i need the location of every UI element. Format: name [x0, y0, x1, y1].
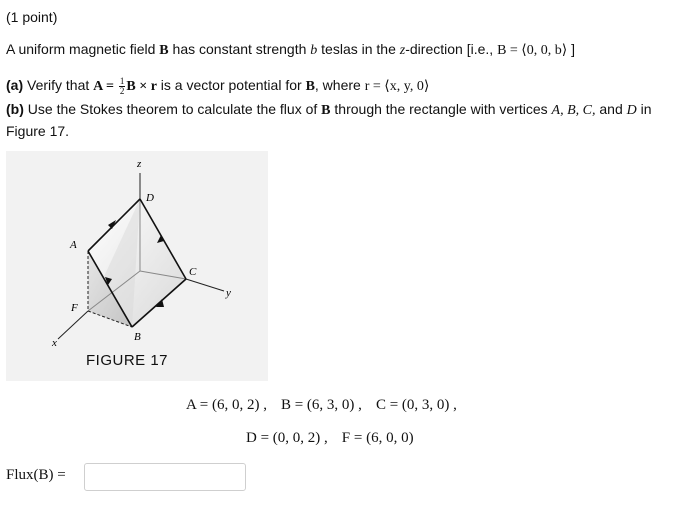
part-a	[6, 77, 429, 96]
intro-b: b	[310, 43, 318, 58]
vertex-F: F = (6, 0, 0)	[341, 430, 414, 446]
label-D: D	[146, 192, 154, 204]
part-a-B: B	[305, 79, 315, 95]
part-b-text-3: and	[595, 101, 627, 117]
part-b	[6, 99, 652, 141]
part-b-text-1: Use the Stokes theorem to calculate the flux of	[23, 101, 322, 117]
label-B: B	[134, 331, 141, 343]
part-a-r-eq: r = ⟨x, y, 0⟩	[364, 79, 430, 95]
part-b-verts: A, B, C,	[551, 103, 596, 118]
part-b-line-2: Figure 17.	[6, 123, 70, 139]
part-a-rhs: B × r	[126, 79, 157, 95]
figure-17	[6, 151, 268, 381]
fraction-numerator: 1	[119, 76, 125, 86]
label-y: y	[226, 287, 231, 299]
part-b-text-2: through the rectangle with vertices	[330, 101, 552, 117]
label-F: F	[71, 302, 78, 314]
vertices-line-1	[186, 397, 457, 414]
intro-text-3: teslas in the	[317, 41, 400, 57]
vertex-B: B = (6, 3, 0) ,	[280, 397, 362, 413]
intro-text-4: -direction [i.e.,	[405, 41, 498, 57]
intro-eq: B = ⟨0, 0, b⟩	[497, 43, 568, 58]
part-b-text-4: in	[636, 101, 652, 117]
part-a-text-2: is a vector potential for	[156, 77, 306, 94]
label-z: z	[137, 158, 142, 170]
vertex-A: A = (6, 0, 2) ,	[186, 397, 267, 413]
intro-text-1: A uniform magnetic field	[6, 41, 160, 57]
part-a-lhs: A =	[93, 79, 114, 95]
intro-z: z	[399, 43, 406, 58]
flux-label: Flux(B) =	[6, 467, 66, 483]
problem-intro	[6, 41, 575, 59]
intro-text-5: ]	[567, 41, 576, 57]
part-b-D: D	[626, 103, 637, 118]
label-x: x	[52, 337, 57, 349]
vertices-line-2	[246, 430, 414, 447]
vertex-D: D = (0, 0, 2) ,	[246, 430, 328, 446]
part-b-B: B	[321, 103, 331, 118]
part-b-label: (b)	[6, 101, 24, 117]
label-C: C	[189, 266, 197, 278]
one-half-fraction	[119, 77, 126, 96]
figure-caption: FIGURE 17	[86, 352, 169, 369]
fraction-denominator: 2	[119, 86, 125, 96]
points-label: (1 point)	[6, 9, 58, 25]
intro-B: B	[159, 43, 169, 58]
vertex-C: C = (0, 3, 0) ,	[375, 397, 457, 413]
part-a-text-1: Verify that	[23, 77, 94, 94]
part-a-text-3: , where	[314, 77, 365, 94]
flux-answer-input[interactable]	[84, 463, 246, 491]
figure-diagram	[6, 151, 268, 381]
label-A: A	[70, 239, 77, 251]
part-a-label: (a)	[6, 77, 24, 94]
intro-text-2: has constant strength	[168, 41, 311, 57]
